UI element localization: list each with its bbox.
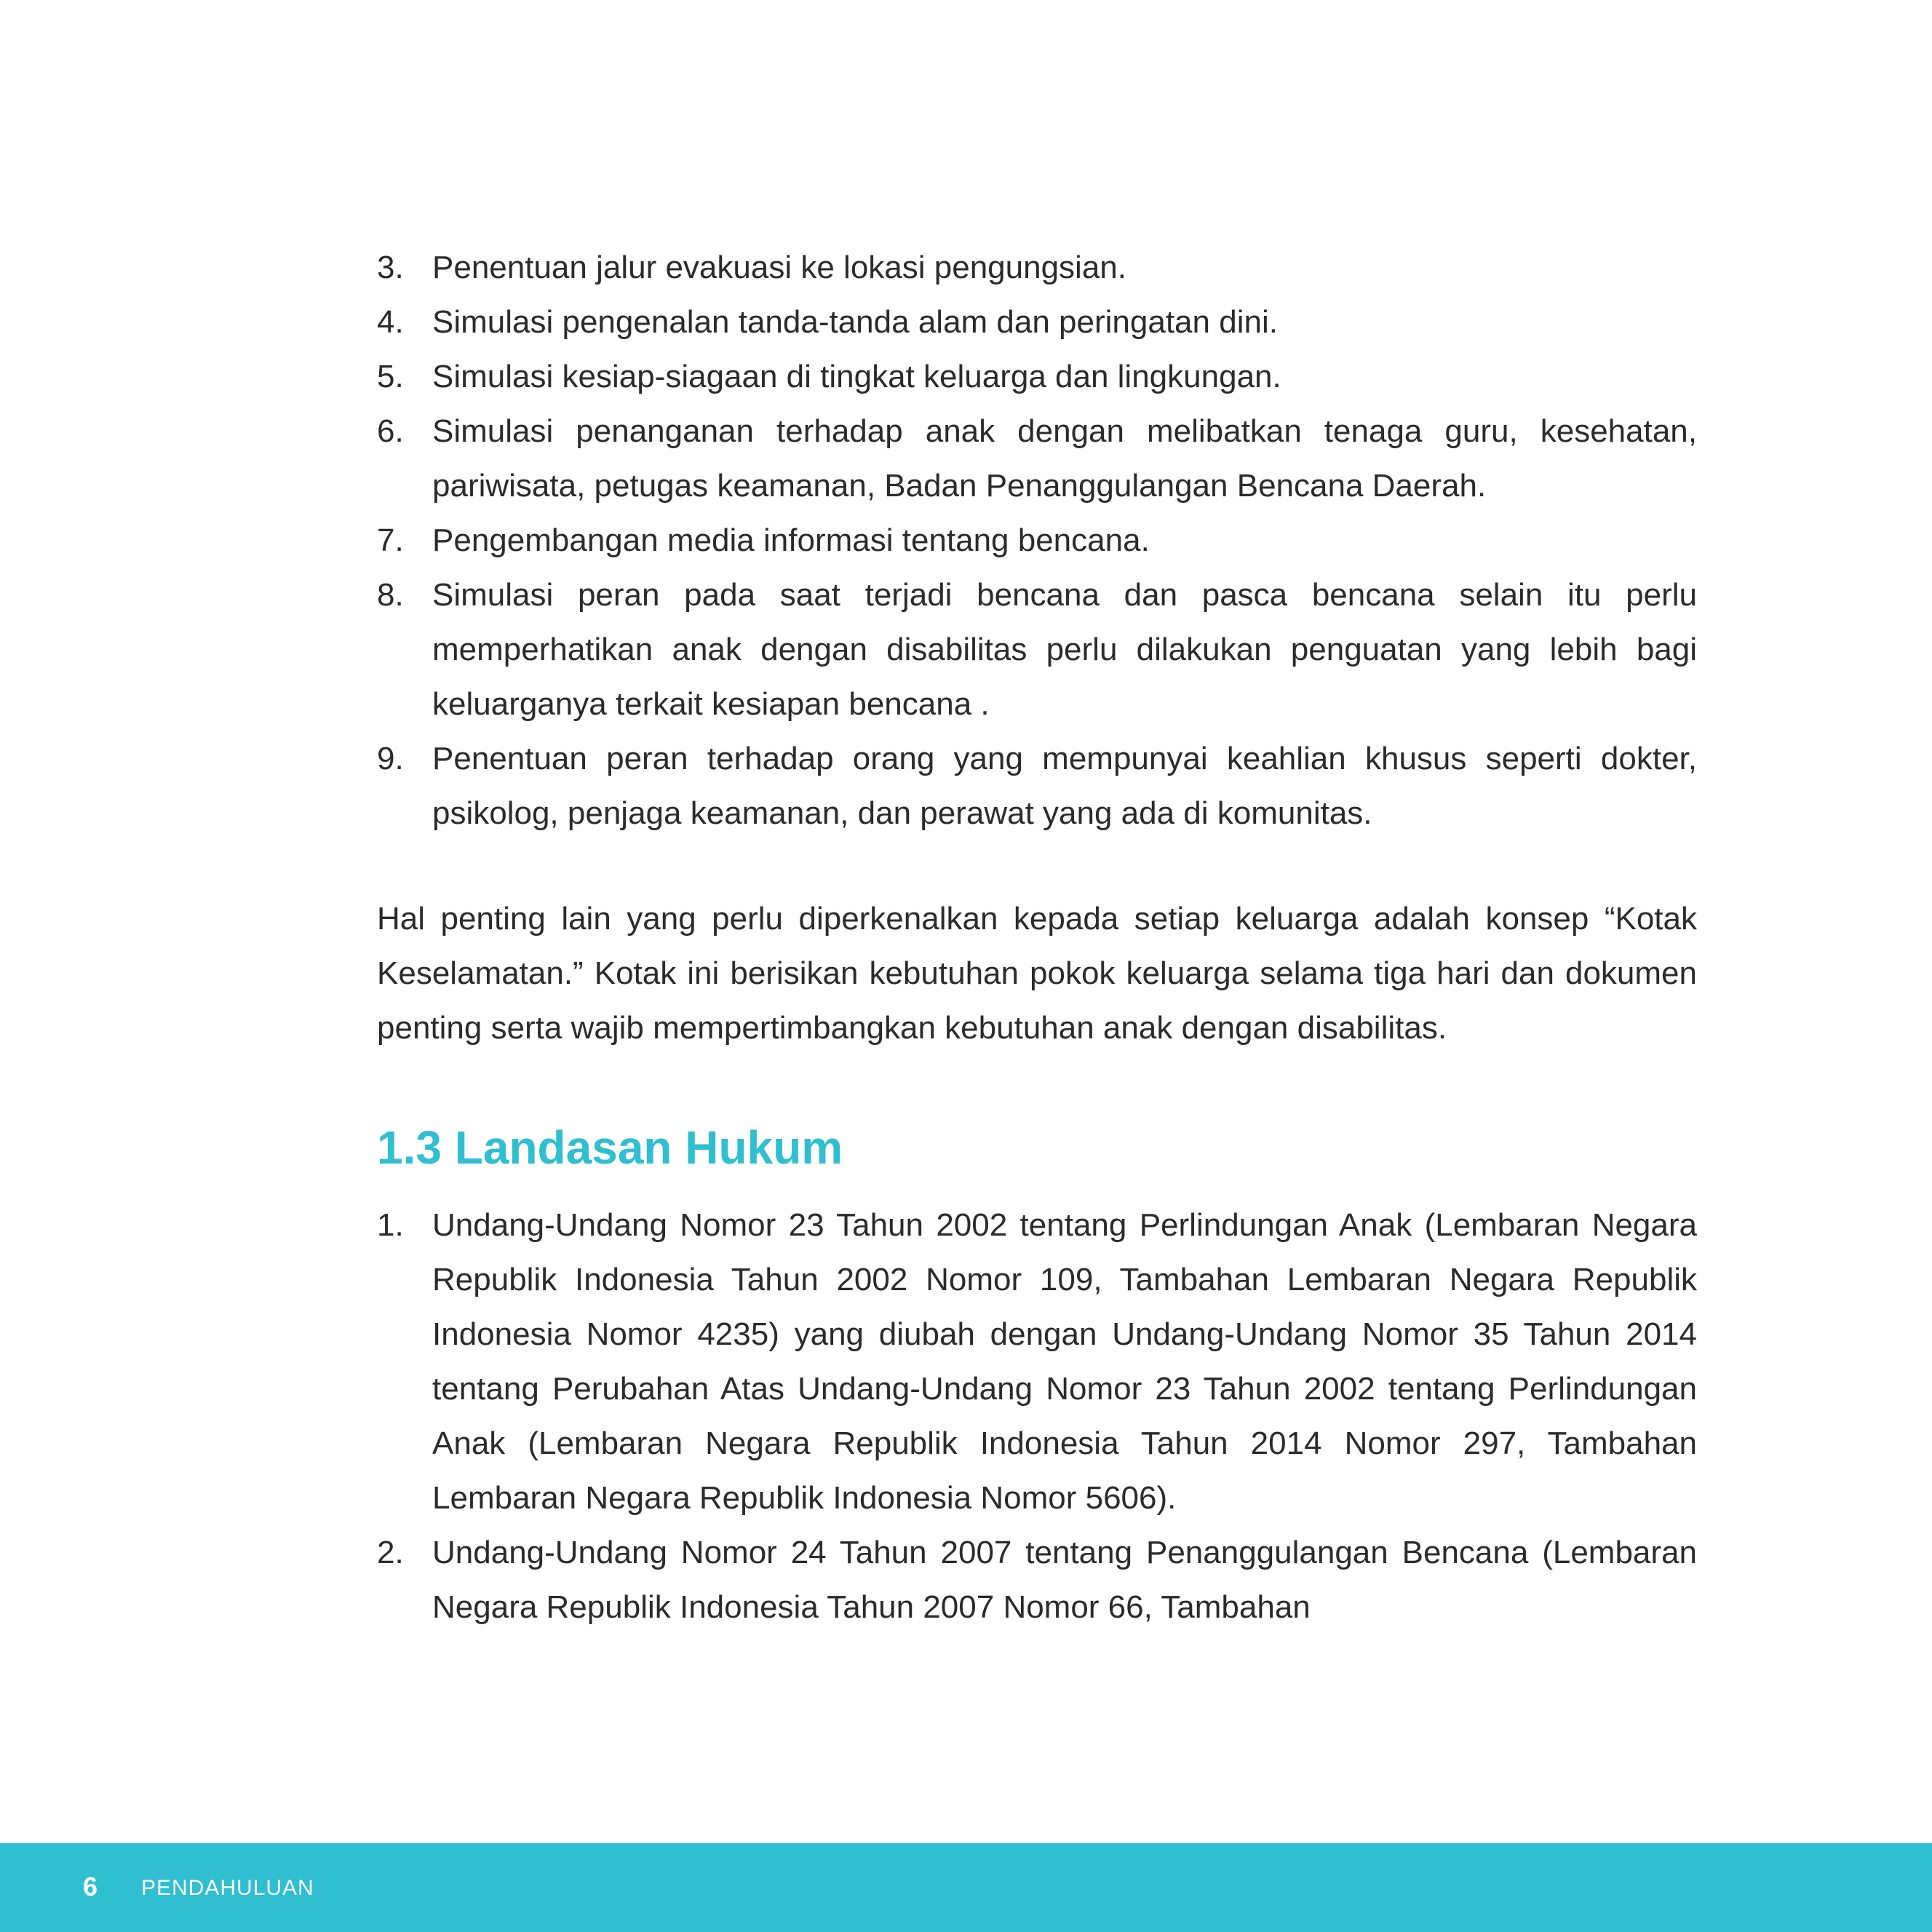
list-text: Undang-Undang Nomor 23 Tahun 2002 tentang Perlindungan Anak (Lembaran Negara Republik Indonesia Tahun 2002 Nomor 109, Tambahan Lembaran Negara Republik Indonesia Nomor 4235) yang diubah dengan Undang-Undang Nomor 35 Tahun 2014 tentang Perubahan Atas Undang-Undang Nomor 23 Tahun 2002 tentang Perlindungan Anak (Lembaran Negara Republik Indonesia Tahun 2014 Nomor 297, Tambahan Lembaran Negara Republik Indonesia Nomor 5606). xyxy=(432,1207,1697,1516)
list-item xyxy=(377,731,1697,840)
list-number: 1. xyxy=(377,1207,404,1243)
list-number: 7. xyxy=(377,522,404,558)
list-text: Penentuan jalur evakuasi ke lokasi pengungsian. xyxy=(432,250,1126,285)
list-number: 9. xyxy=(377,741,404,776)
list-item xyxy=(377,1525,1697,1634)
page-number: 6 xyxy=(83,1872,98,1901)
list-number: 2. xyxy=(377,1535,404,1570)
list-item xyxy=(377,240,1697,295)
page-footer xyxy=(0,1843,1932,1932)
body-paragraph: Hal penting lain yang perlu diperkenalkan kepada setiap keluarga adalah konsep “Kotak Keselamatan.” Kotak ini berisikan kebutuhan pokok keluarga selama tiga hari dan dokumen penting serta wajib mempertimbangkan kebutuhan anak dengan disabilitas. xyxy=(377,901,1697,1046)
legal-basis-list xyxy=(377,1198,1697,1634)
list-text: Simulasi penanganan terhadap anak dengan melibatkan tenaga guru, kesehatan, pariwisata, petugas keamanan, Badan Penanggulangan Bencana Daerah. xyxy=(432,413,1697,504)
list-text: Undang-Undang Nomor 24 Tahun 2007 tentang Penanggulangan Bencana (Lembaran Negara Republik Indonesia Tahun 2007 Nomor 66, Tambahan xyxy=(432,1535,1697,1625)
list-text: Penentuan peran terhadap orang yang mempunyai keahlian khusus seperti dokter, psikolog, penjaga keamanan, dan perawat yang ada di komunitas. xyxy=(432,741,1697,831)
section-heading: 1.3 Landasan Hukum xyxy=(377,1121,843,1174)
list-item xyxy=(377,568,1697,731)
list-text: Simulasi peran pada saat terjadi bencana dan pasca bencana selain itu perlu memperhatikan anak dengan disabilitas perlu dilakukan penguatan yang lebih bagi keluarganya terkait kesiapan bencana . xyxy=(432,577,1697,722)
list-number: 5. xyxy=(377,359,404,394)
list-text: Simulasi pengenalan tanda-tanda alam dan peringatan dini. xyxy=(432,304,1278,340)
footer-section-name: PENDAHULUAN xyxy=(141,1876,314,1900)
list-number: 4. xyxy=(377,304,404,340)
page-content xyxy=(377,240,1697,1634)
list-item xyxy=(377,404,1697,513)
list-item xyxy=(377,295,1697,349)
list-item xyxy=(377,1198,1697,1525)
list-text: Pengembangan media informasi tentang bencana. xyxy=(432,522,1150,558)
list-item xyxy=(377,513,1697,568)
list-number: 3. xyxy=(377,250,404,285)
list-number: 6. xyxy=(377,413,404,449)
list-text: Simulasi kesiap-siagaan di tingkat keluarga dan lingkungan. xyxy=(432,359,1281,394)
list-item xyxy=(377,349,1697,404)
activity-list xyxy=(377,240,1697,840)
list-number: 8. xyxy=(377,577,404,613)
